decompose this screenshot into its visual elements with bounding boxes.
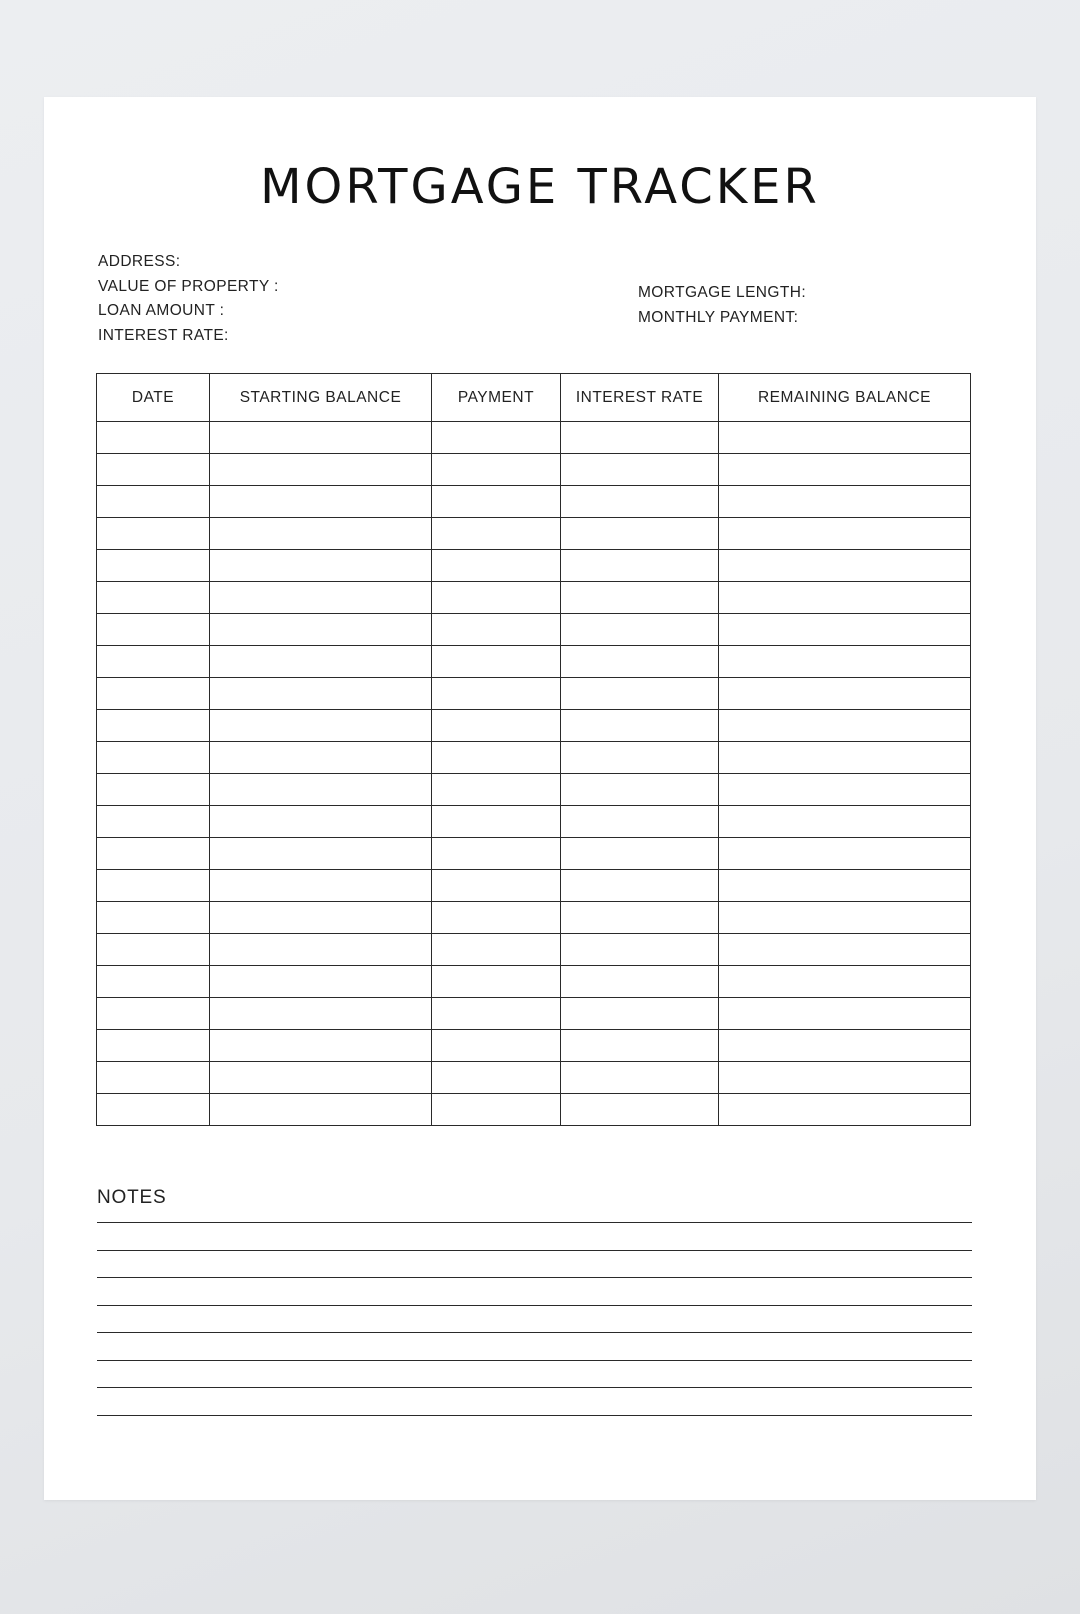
table-cell[interactable] — [97, 486, 210, 518]
table-cell[interactable] — [210, 550, 432, 582]
table-row — [97, 518, 971, 550]
table-cell[interactable] — [210, 934, 432, 966]
table-cell[interactable] — [97, 934, 210, 966]
table-cell[interactable] — [432, 998, 561, 1030]
table-cell[interactable] — [97, 646, 210, 678]
table-cell[interactable] — [97, 422, 210, 454]
table-cell[interactable] — [210, 518, 432, 550]
table-cell[interactable] — [97, 966, 210, 998]
table-cell[interactable] — [561, 966, 719, 998]
table-cell[interactable] — [210, 774, 432, 806]
property-info-left — [98, 250, 279, 348]
table-cell[interactable] — [432, 902, 561, 934]
table-header-row — [97, 374, 971, 422]
table-cell[interactable] — [97, 582, 210, 614]
table-row — [97, 422, 971, 454]
table-cell[interactable] — [97, 1062, 210, 1094]
table-cell[interactable] — [719, 1030, 971, 1062]
table-cell[interactable] — [719, 838, 971, 870]
table-cell[interactable] — [97, 550, 210, 582]
table-cell[interactable] — [561, 454, 719, 486]
table-cell[interactable] — [719, 934, 971, 966]
table-row — [97, 582, 971, 614]
table-cell[interactable] — [210, 486, 432, 518]
table-cell[interactable] — [210, 646, 432, 678]
value-of-property-label: VALUE OF PROPERTY : — [98, 277, 279, 295]
table-cell[interactable] — [97, 1094, 210, 1126]
table-row — [97, 774, 971, 806]
notes-line[interactable] — [97, 1332, 972, 1333]
table-cell[interactable] — [719, 518, 971, 550]
table-cell[interactable] — [210, 806, 432, 838]
table-cell[interactable] — [719, 422, 971, 454]
column-header-interest-rate: INTEREST RATE — [561, 374, 719, 422]
table-cell[interactable] — [97, 454, 210, 486]
table-cell[interactable] — [210, 742, 432, 774]
payment-tracker-table — [96, 373, 971, 1126]
table-cell[interactable] — [719, 774, 971, 806]
table-cell[interactable] — [432, 934, 561, 966]
table-cell[interactable] — [210, 998, 432, 1030]
table-row — [97, 742, 971, 774]
table-cell[interactable] — [561, 1030, 719, 1062]
table-cell[interactable] — [210, 1030, 432, 1062]
table-row — [97, 1030, 971, 1062]
table-cell[interactable] — [561, 1062, 719, 1094]
table-cell[interactable] — [561, 806, 719, 838]
table-cell[interactable] — [210, 710, 432, 742]
notes-line[interactable] — [97, 1222, 972, 1223]
table-cell[interactable] — [719, 998, 971, 1030]
table-row — [97, 1094, 971, 1126]
table-cell[interactable] — [719, 678, 971, 710]
mortgage-length-label: MORTGAGE LENGTH: — [638, 284, 807, 301]
table-cell[interactable] — [719, 902, 971, 934]
table-cell[interactable] — [432, 486, 561, 518]
table-cell[interactable] — [432, 582, 561, 614]
table-cell[interactable] — [432, 1062, 561, 1094]
table-cell[interactable] — [719, 614, 971, 646]
table-row — [97, 902, 971, 934]
table-cell[interactable] — [210, 1094, 432, 1126]
table-cell[interactable] — [719, 966, 971, 998]
table-row — [97, 486, 971, 518]
table-cell[interactable] — [210, 454, 432, 486]
interest-rate-label: INTEREST RATE: — [98, 326, 229, 344]
table-cell[interactable] — [719, 870, 971, 902]
table-cell[interactable] — [432, 454, 561, 486]
table-row — [97, 870, 971, 902]
table-cell[interactable] — [432, 710, 561, 742]
table-cell[interactable] — [719, 1094, 971, 1126]
table-row — [97, 454, 971, 486]
table-cell[interactable] — [210, 678, 432, 710]
table-cell[interactable] — [561, 486, 719, 518]
table-cell[interactable] — [561, 742, 719, 774]
table-cell[interactable] — [432, 1030, 561, 1062]
table-cell[interactable] — [719, 454, 971, 486]
table-cell[interactable] — [719, 550, 971, 582]
table-cell[interactable] — [561, 614, 719, 646]
table-cell[interactable] — [432, 870, 561, 902]
table-row — [97, 678, 971, 710]
table-cell[interactable] — [561, 902, 719, 934]
table-row — [97, 550, 971, 582]
column-header-starting-balance: STARTING BALANCE — [210, 374, 432, 422]
table-cell[interactable] — [97, 614, 210, 646]
table-cell[interactable] — [561, 422, 719, 454]
table-cell[interactable] — [719, 486, 971, 518]
table-row — [97, 966, 971, 998]
table-cell[interactable] — [97, 838, 210, 870]
notes-label: NOTES — [97, 1187, 167, 1208]
column-header-remaining-balance: REMAINING BALANCE — [719, 374, 971, 422]
table-row — [97, 646, 971, 678]
table-cell[interactable] — [432, 742, 561, 774]
notes-line[interactable] — [97, 1305, 972, 1306]
table-cell[interactable] — [719, 1062, 971, 1094]
table-cell[interactable] — [210, 614, 432, 646]
table-cell[interactable] — [561, 646, 719, 678]
table-cell[interactable] — [97, 902, 210, 934]
property-info-right — [638, 281, 806, 330]
table-cell[interactable] — [432, 838, 561, 870]
table-row — [97, 806, 971, 838]
table-cell[interactable] — [210, 902, 432, 934]
table-cell[interactable] — [561, 518, 719, 550]
table-cell[interactable] — [719, 646, 971, 678]
table-cell[interactable] — [97, 774, 210, 806]
table-cell[interactable] — [97, 806, 210, 838]
notes-line[interactable] — [97, 1250, 972, 1251]
table-cell[interactable] — [210, 838, 432, 870]
table-row — [97, 710, 971, 742]
table-cell[interactable] — [561, 934, 719, 966]
table-cell[interactable] — [97, 998, 210, 1030]
table-cell[interactable] — [432, 518, 561, 550]
table-cell[interactable] — [561, 550, 719, 582]
column-header-date: DATE — [97, 374, 210, 422]
table-cell[interactable] — [561, 774, 719, 806]
table-cell[interactable] — [561, 998, 719, 1030]
notes-line[interactable] — [97, 1360, 972, 1361]
table-body — [97, 422, 971, 1126]
column-header-payment: PAYMENT — [432, 374, 561, 422]
table-cell[interactable] — [97, 678, 210, 710]
table-cell[interactable] — [432, 646, 561, 678]
table-cell[interactable] — [210, 966, 432, 998]
table-cell[interactable] — [719, 806, 971, 838]
table-cell[interactable] — [719, 742, 971, 774]
page-title: MORTGAGE TRACKER — [260, 159, 820, 215]
notes-line[interactable] — [97, 1387, 972, 1388]
table-cell[interactable] — [97, 742, 210, 774]
table-row — [97, 934, 971, 966]
table-cell[interactable] — [432, 1094, 561, 1126]
table-row — [97, 614, 971, 646]
table-cell[interactable] — [97, 710, 210, 742]
table-cell[interactable] — [561, 870, 719, 902]
table-cell[interactable] — [561, 678, 719, 710]
table-cell[interactable] — [432, 966, 561, 998]
table-cell[interactable] — [561, 838, 719, 870]
table-cell[interactable] — [210, 870, 432, 902]
table-cell[interactable] — [210, 582, 432, 614]
table-cell[interactable] — [561, 582, 719, 614]
table-cell[interactable] — [210, 1062, 432, 1094]
table-cell[interactable] — [97, 518, 210, 550]
table-cell[interactable] — [719, 582, 971, 614]
table-cell[interactable] — [432, 614, 561, 646]
notes-line[interactable] — [97, 1277, 972, 1278]
table-cell[interactable] — [561, 710, 719, 742]
table-cell[interactable] — [97, 870, 210, 902]
table-cell[interactable] — [210, 422, 432, 454]
table-cell[interactable] — [561, 1094, 719, 1126]
address-label: ADDRESS: — [98, 253, 181, 270]
table-row — [97, 838, 971, 870]
loan-amount-label: LOAN AMOUNT : — [98, 302, 225, 319]
table-cell[interactable] — [97, 1030, 210, 1062]
table-cell[interactable] — [432, 678, 561, 710]
table-row — [97, 1062, 971, 1094]
notes-line[interactable] — [97, 1415, 972, 1416]
table-cell[interactable] — [432, 422, 561, 454]
monthly-payment-label: MONTHLY PAYMENT: — [638, 308, 799, 326]
table-cell[interactable] — [432, 550, 561, 582]
table-cell[interactable] — [432, 806, 561, 838]
table-cell[interactable] — [432, 774, 561, 806]
mortgage-tracker-sheet — [44, 97, 1036, 1500]
table-cell[interactable] — [719, 710, 971, 742]
table-row — [97, 998, 971, 1030]
